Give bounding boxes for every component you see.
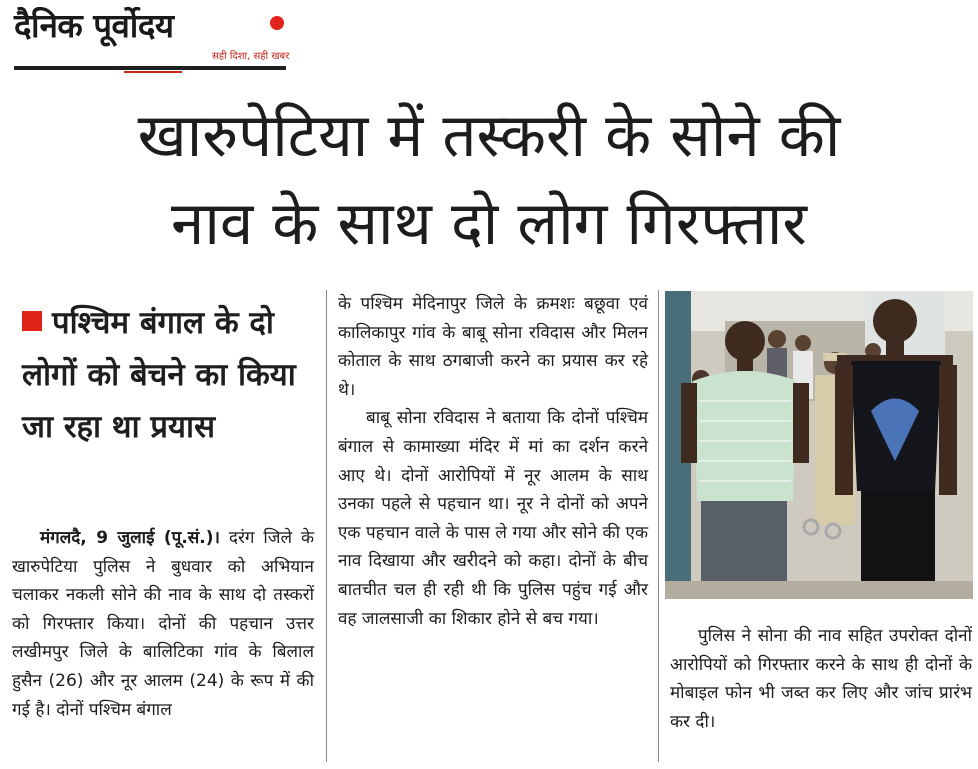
dateline: मंगलदै, 9 जुलाई (पू.सं.)।: [40, 528, 220, 548]
article-column-3: [670, 622, 972, 736]
article-col1-text: दरंग जिले के खारुपेटिया पुलिस ने बुधवार को अभियान चलाकर नकली सोने की नाव के साथ दो तस्करों को गिरफ्तार किया। दोनों की पहचान उत्तर लखीमपुर जिले के बालिटिका गांव के बिलाल हुसैन (26) और नूर आलम (24) के रूप में की गई है। दोनों पश्चिम बंगाल: [12, 528, 314, 720]
article-col2-para-1: के पश्चिम मेदिनापुर जिले के क्रमशः बछूवा एवं कालिकापुर गांव के बाबू सोना रविदास और मिलन कोताल के साथ ठगबाजी करने का प्रयास कर रहे थे।: [338, 294, 648, 400]
masthead-rule: [14, 66, 286, 70]
article-column-2: [338, 290, 648, 633]
newspaper-tagline: सही दिशा, सही खबर: [212, 51, 290, 62]
article-col2-para-2: बाबू सोना रविदास ने बताया कि दोनों पश्चिम बंगाल से कामाख्या मंदिर में मां का दर्शन करने आए थे। दोनों आरोपियों में नूर आलम के साथ उनका पहले से पहचान था। नूर ने दोनों को अपने एक पहचान वाले के पास ले गया और सोने की एक नाव दिखाया और खरीदने को कहा। दोनों के बीच बातचीत चल ही रही थी कि पुलिस पहुंच गई और वह जालसाजी का शिकार होने से बच गया।: [338, 408, 648, 629]
red-square-bullet-icon: [22, 311, 42, 331]
article-column-1: [12, 524, 314, 724]
masthead: [14, 4, 290, 72]
logo-red-dot: [270, 16, 284, 30]
column-divider-2: [658, 290, 659, 762]
article-col3-para: पुलिस ने सोना की नाव सहित उपरोक्त दोनों आरोपियों को गिरफ्तार करने के साथ ही दोनों के मोबाइल फोन भी जब्त कर लिए और जांच प्रारंभ कर दी।: [670, 626, 972, 732]
arrested-men-photo-icon: [665, 291, 973, 599]
masthead-accent-rule: [124, 71, 182, 73]
subheadline-text: पश्चिम बंगाल के दो लोगों को बेचने का किया जा रहा था प्रयास: [22, 305, 296, 445]
headline-line-2: नाव के साथ दो लोग गिरफ्तार: [171, 189, 807, 259]
headline: [30, 92, 948, 268]
column-divider-1: [326, 290, 327, 762]
news-photo: [665, 291, 973, 599]
subheadline: [22, 297, 322, 453]
newspaper-logo: दैनिक पूर्वोदय: [14, 6, 174, 45]
headline-line-1: खारुपेटिया में तस्करी के सोने की: [137, 101, 841, 171]
